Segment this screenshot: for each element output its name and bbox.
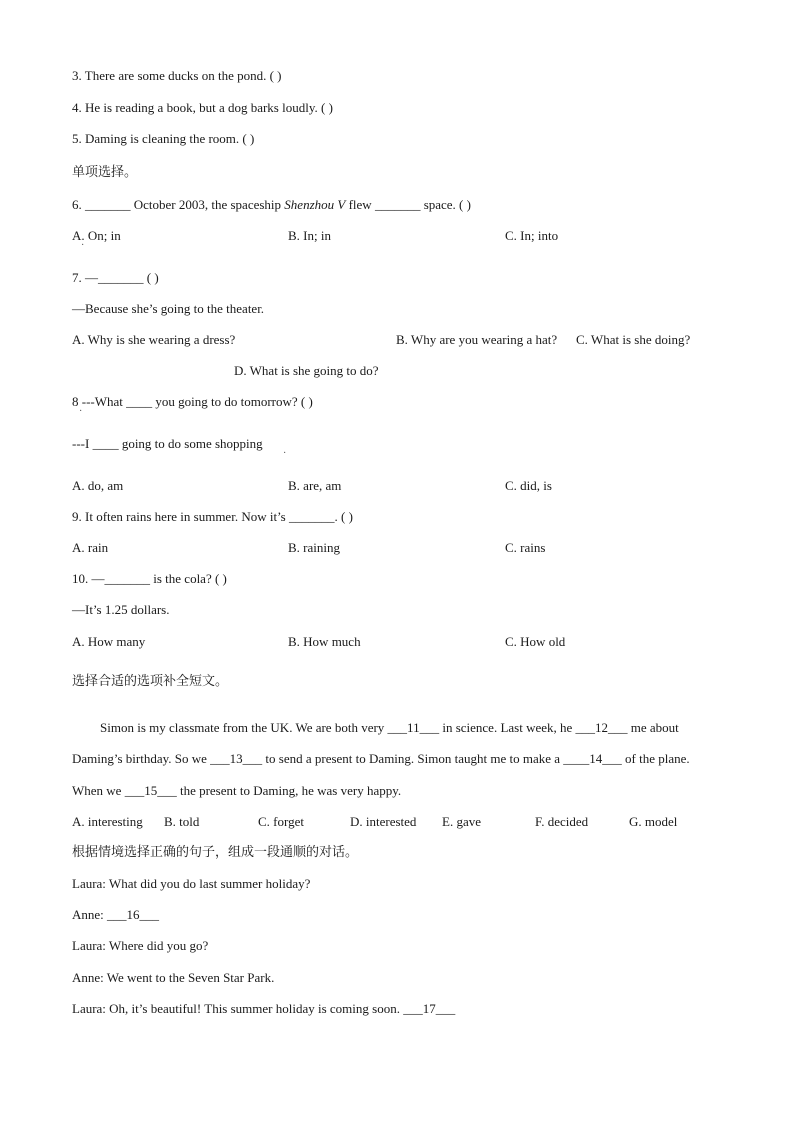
cloze-option-b: B. told (164, 814, 200, 829)
q6-mid-2: flew (345, 197, 375, 212)
q10-answer-line: —It’s 1.25 dollars. (72, 602, 170, 617)
q7-option-b: B. Why are you wearing a hat? (396, 332, 558, 347)
passage-line-1 (100, 720, 679, 736)
q8-answer-line: ---I ____ going to do some shopping (72, 436, 263, 451)
question-9: 9. It often rains here in summer. Now it’s _______. ( ) (72, 509, 353, 524)
passage-text: of the plane. (621, 751, 690, 766)
question-7: 7. —_______ ( ) (72, 270, 159, 285)
dialog-line-4: Anne: We went to the Seven Star Park. (72, 970, 275, 985)
q6-blank-1: _______ (85, 197, 131, 212)
passage-text: me about (627, 720, 679, 735)
q6-pre: 6. (72, 197, 85, 212)
blank-14: ____14___ (563, 751, 622, 766)
q8-option-c: C. did, is (505, 478, 552, 493)
q10-option-b: B. How much (288, 634, 361, 649)
dialog-line-3: Laura: Where did you go? (72, 938, 209, 953)
cloze-option-f: F. decided (535, 814, 589, 829)
q9-option-a: A. rain (72, 540, 109, 555)
passage-text: When we (72, 783, 125, 798)
stray-dot: · (81, 240, 85, 251)
q7-answer-line: —Because she’s going to the theater. (72, 301, 265, 316)
judge-item-4: 4. He is reading a book, but a dog barks loudly. ( ) (72, 100, 333, 115)
cloze-option-d: D. interested (350, 814, 417, 829)
question-6 (72, 197, 471, 213)
cloze-option-a: A. interesting (72, 814, 143, 829)
blank-15: ___15___ (124, 783, 177, 798)
q6-option-a: A. On; in (72, 228, 121, 243)
passage-text: the present to Daming, he was very happy. (176, 783, 402, 798)
section-title-dialog: 根据情境选择正确的句子，组成一段通顺的对话。 (72, 845, 359, 860)
section-title-cloze: 选择合适的选项补全短文。 (72, 674, 229, 689)
dialog-line-2 (72, 907, 159, 923)
q10-option-c: C. How old (505, 634, 566, 649)
q6-option-c: C. In; into (505, 228, 559, 243)
q6-option-b: B. In; in (288, 228, 331, 243)
q7-option-d: D. What is she going to do? (234, 363, 379, 378)
stray-dot: · (79, 406, 83, 417)
speaker: Anne: (72, 907, 108, 922)
q8-option-b: B. are, am (288, 478, 342, 493)
question-8: 8 ---What ____ you going to do tomorrow? ( ) (72, 394, 313, 409)
passage-line-2 (72, 751, 690, 767)
judge-item-3: 3. There are some ducks on the pond. ( ) (72, 68, 282, 83)
cloze-option-g: G. model (629, 814, 678, 829)
dialog-text: Laura: Oh, it’s beautiful! This summer holiday is coming soon. (72, 1001, 404, 1016)
passage-text: in science. Last week, he (439, 720, 576, 735)
q8-option-a: A. do, am (72, 478, 124, 493)
q6-mid-1: October 2003, the spaceship (130, 197, 285, 212)
section-title-single-choice: 单项选择。 (72, 165, 138, 180)
dialog-line-1: Laura: What did you do last summer holiday? (72, 876, 311, 891)
dialog-line-5 (72, 1001, 455, 1017)
q9-option-b: B. raining (288, 540, 340, 555)
passage-text: to send a present to Daming. Simon taught me to make a (262, 751, 564, 766)
judge-item-5: 5. Daming is cleaning the room. ( ) (72, 131, 255, 146)
passage-line-3 (72, 783, 401, 799)
q6-spaceship-name: Shenzhou V (284, 197, 346, 212)
question-10: 10. —_______ is the cola? ( ) (72, 571, 227, 586)
blank-16: ___16___ (107, 907, 160, 922)
blank-12: ___12___ (575, 720, 628, 735)
q6-blank-2: _______ (374, 197, 421, 212)
cloze-option-c: C. forget (258, 814, 304, 829)
blank-11: ___11___ (387, 720, 440, 735)
q10-option-a: A. How many (72, 634, 146, 649)
blank-13: ___13___ (210, 751, 263, 766)
stray-dot: · (283, 448, 287, 459)
blank-17: ___17___ (403, 1001, 456, 1016)
q7-option-a: A. Why is she wearing a dress? (72, 332, 236, 347)
q6-post: space. ( ) (420, 197, 471, 212)
q7-option-c: C. What is she doing? (576, 332, 691, 347)
q9-option-c: C. rains (505, 540, 546, 555)
passage-text: Simon is my classmate from the UK. We are both very (100, 720, 388, 735)
passage-text: Daming’s birthday. So we (72, 751, 211, 766)
cloze-option-e: E. gave (442, 814, 481, 829)
